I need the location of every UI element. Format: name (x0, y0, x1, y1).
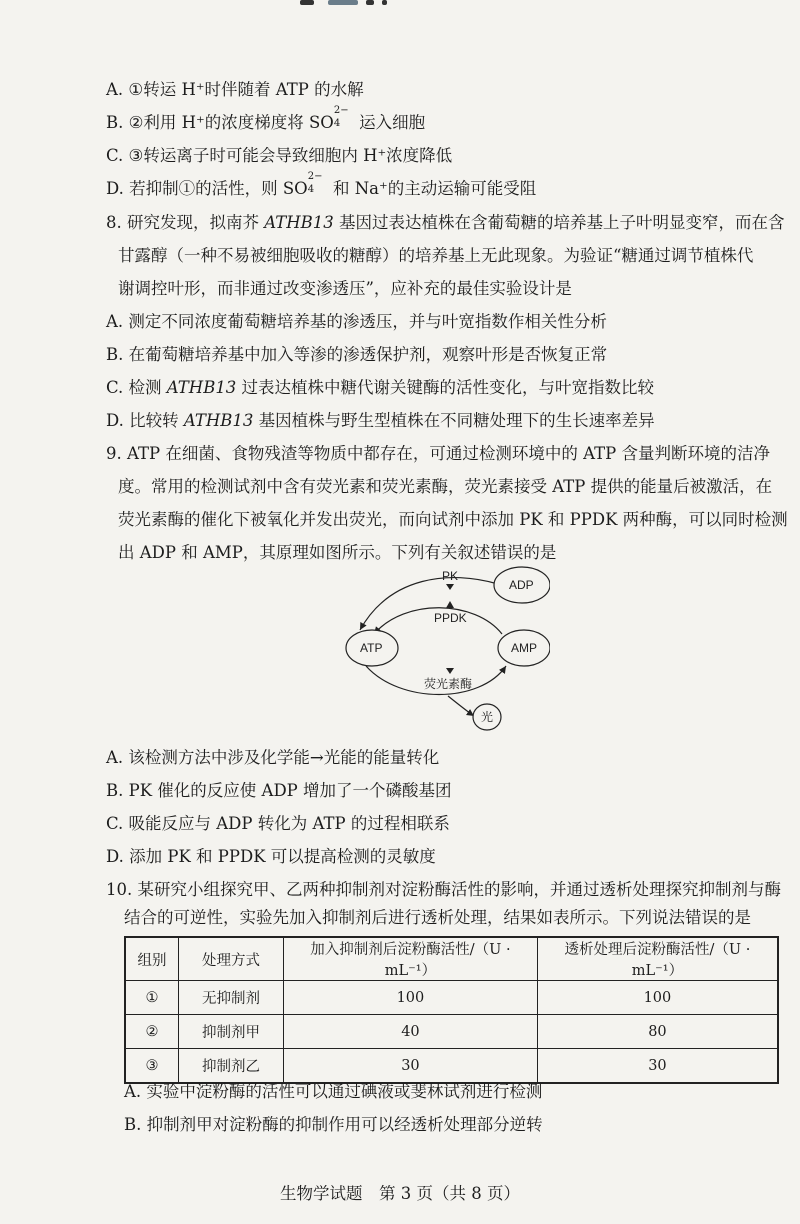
atp-detection-diagram (330, 564, 550, 734)
table-cell: 无抑制剂 (179, 981, 284, 1015)
q7-option-d-rest: 和 Na⁺的主动运输可能受阻 (327, 179, 537, 198)
amp-label: AMP (511, 641, 538, 655)
adp-to-atp-arrow (360, 578, 498, 630)
table-row (125, 1015, 778, 1049)
sulfate-charge: 2− (307, 171, 323, 182)
q8-stem-line2: 甘露醇（一种不易被细胞吸收的糖醇）的培养基上无此现象。为验证“糖通过调节植株代 (118, 246, 754, 265)
table-cell: 30 (537, 1049, 778, 1084)
table-row (125, 981, 778, 1015)
pk-label: PK (442, 569, 459, 583)
q8-option-a: A. 测定不同浓度葡萄糖培养基的渗透压，并与叶宽指数作相关性分析 (106, 312, 607, 331)
q10-option-a: A. 实验中淀粉酶的活性可以通过碘液或斐林试剂进行检测 (124, 1082, 543, 1101)
q8-stem-rest: 基因过表达植株在含葡萄糖的培养基上子叶明显变窄，而在含 (333, 213, 785, 232)
table-header-cell: 处理方式 (179, 937, 284, 981)
cropped-header-fragment (300, 0, 420, 8)
table-header-row (125, 937, 778, 981)
q9-stem-line3: 荧光素酶的催化下被氧化并发出荧光，而向试剂中添加 PK 和 PPDK 两种酶，可以同时检测 (118, 510, 788, 529)
pk-marker-icon (446, 584, 454, 590)
enzyme-activity-table (124, 936, 779, 1084)
table-cell: ③ (125, 1049, 179, 1084)
q7-option-b (106, 105, 426, 133)
q9-option-c: C. 吸能反应与 ADP 转化为 ATP 的过程相联系 (106, 814, 450, 833)
q7-option-b-text: B. ②利用 H⁺的浓度梯度将 SO (106, 113, 334, 132)
q8-option-b: B. 在葡萄糖培养基中加入等渗的渗透保护剂，观察叶形是否恢复正常 (106, 345, 608, 364)
table-cell: 40 (284, 1015, 538, 1049)
sulfate-subscript: 4 (307, 184, 315, 195)
q8-stem-line3: 谢调控叶形，而非通过改变渗透压”，应补充的最佳实验设计是 (118, 279, 572, 298)
q7-option-b-rest: 运入细胞 (353, 113, 426, 132)
q8-option-d (106, 411, 655, 431)
light-emission-arrow (448, 696, 474, 716)
atp-label: ATP (360, 641, 383, 655)
adp-label: ADP (509, 578, 534, 592)
q8-option-d-rest: 基因植株与野生型植株在不同糖处理下的生长速率差异 (253, 411, 655, 430)
table-cell: 100 (537, 981, 778, 1015)
luciferase-label: 荧光素酶 (424, 677, 473, 691)
q8-option-c-text: C. 检测 (106, 378, 167, 397)
q9-stem-line1: 9. ATP 在细菌、食物残渣等物质中都存在，可通过检测环境中的 ATP 含量判断环境的洁净 (106, 444, 770, 463)
q8-option-c (106, 378, 654, 398)
q8-stem-text: 8. 研究发现，拟南芥 (106, 213, 265, 232)
q10-stem-line1: 10. 某研究小组探究甲、乙两种抑制剂对淀粉酶活性的影响，并通过透析处理探究抑制剂与酶 (106, 880, 781, 899)
q9-option-b: B. PK 催化的反应使 ADP 增加了一个磷酸基团 (106, 781, 452, 800)
q7-option-d-text: D. 若抑制①的活性，则 SO (106, 179, 308, 198)
q7-option-c: C. ③转运离子时可能会导致细胞内 H⁺浓度降低 (106, 146, 453, 165)
sulfate-superscript (333, 105, 354, 129)
ppdk-marker-icon (446, 601, 454, 608)
table-header-cell: 加入抑制剂后淀粉酶活性/（U · mL⁻¹） (284, 937, 538, 981)
table-header-cell: 组别 (125, 937, 179, 981)
table-cell: 100 (284, 981, 538, 1015)
table-header-cell: 透析处理后淀粉酶活性/（U · mL⁻¹） (537, 937, 778, 981)
table-cell: 抑制剂乙 (179, 1049, 284, 1084)
sulfate-subscript: 4 (333, 118, 341, 129)
q8-option-c-rest: 过表达植株中糖代谢关键酶的活性变化，与叶宽指数比较 (236, 378, 655, 397)
table-cell: 80 (537, 1015, 778, 1049)
q8-stem-line1 (106, 213, 785, 233)
luciferase-marker-icon (446, 668, 454, 674)
sulfate-charge: 2− (333, 105, 349, 116)
q9-option-a: A. 该检测方法中涉及化学能→光能的能量转化 (106, 748, 440, 767)
q9-option-d: D. 添加 PK 和 PPDK 可以提高检测的灵敏度 (106, 847, 436, 866)
sulfate-superscript (307, 171, 328, 195)
table-cell: ① (125, 981, 179, 1015)
table-row (125, 1049, 778, 1084)
gene-name: ATHB13 (264, 213, 334, 232)
table-cell: 抑制剂甲 (179, 1015, 284, 1049)
light-label: 光 (481, 710, 494, 724)
q10-option-b: B. 抑制剂甲对淀粉酶的抑制作用可以经透析处理部分逆转 (124, 1115, 543, 1134)
q7-option-a: A. ①转运 H⁺时伴随着 ATP 的水解 (106, 80, 364, 99)
gene-name: ATHB13 (183, 411, 254, 430)
table-cell: ② (125, 1015, 179, 1049)
q9-stem-line2: 度。常用的检测试剂中含有荧光素和荧光素酶，荧光素接受 ATP 提供的能量后被激活，在 (118, 477, 773, 496)
gene-name: ATHB13 (166, 378, 237, 397)
q10-stem-line2: 结合的可逆性，实验先加入抑制剂后进行透析处理，结果如表所示。下列说法错误的是 (124, 908, 751, 927)
q8-option-d-text: D. 比较转 (106, 411, 184, 430)
ppdk-label: PPDK (434, 611, 467, 625)
q7-option-d (106, 171, 537, 199)
page-footer: 生物学试题 第 3 页（共 8 页） (280, 1184, 520, 1203)
q9-stem-line4: 出 ADP 和 AMP，其原理如图所示。下列有关叙述错误的是 (118, 543, 557, 562)
table-cell: 30 (284, 1049, 538, 1084)
